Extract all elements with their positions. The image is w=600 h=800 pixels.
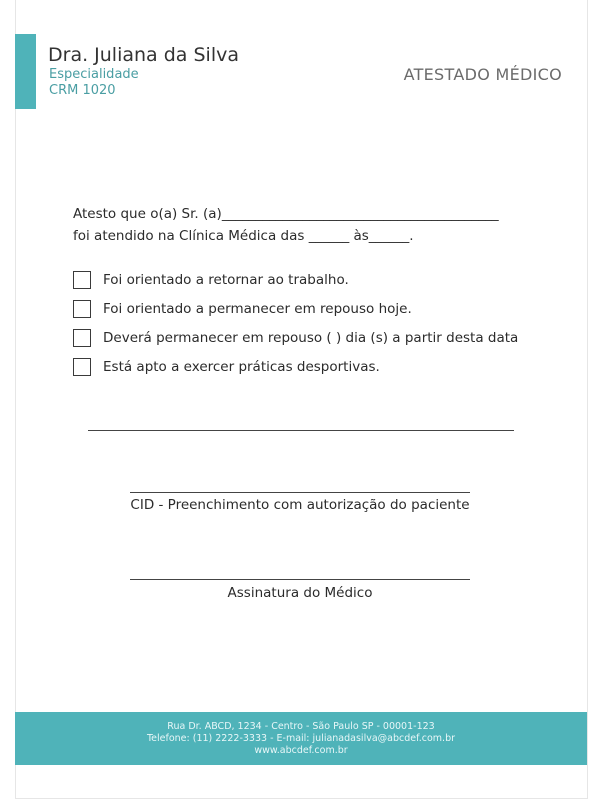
document-page: [15, 0, 588, 799]
cid-caption: CID - Preenchimento com autorização do paciente: [130, 497, 470, 513]
footer-address: Rua Dr. ABCD, 1234 - Centro - São Paulo SP - 00001-123: [167, 721, 435, 732]
doctor-signature-line: [130, 579, 470, 580]
option-label: Deverá permanecer em repouso ( ) dia (s) a partir desta data: [103, 330, 519, 346]
header-accent-bar: [15, 34, 36, 109]
doctor-crm: CRM 1020: [49, 83, 116, 98]
footer-website: www.abcdef.com.br: [254, 745, 348, 756]
checkbox-rest-days[interactable]: [73, 329, 91, 347]
option-rest-days: [73, 328, 518, 348]
option-label: Foi orientado a retornar ao trabalho.: [103, 272, 349, 288]
checkbox-rest-today[interactable]: [73, 300, 91, 318]
doctor-name: Dra. Juliana da Silva: [48, 44, 239, 66]
cid-signature-line: [130, 492, 470, 493]
footer-contact: Telefone: (11) 2222-3333 - E-mail: julianadasilva@abcdef.com.br: [146, 733, 456, 744]
doctor-specialty: Especialidade: [49, 67, 139, 82]
patient-name-line: Atesto que o(a) Sr. (a)_________________________________________: [73, 206, 499, 222]
observation-line: [88, 430, 514, 431]
option-fit-for-sports: [73, 357, 380, 377]
attendance-time-line: foi atendido na Clínica Médica das ______ às______.: [73, 228, 414, 244]
checkbox-fit-for-sports[interactable]: [73, 358, 91, 376]
option-return-to-work: [73, 270, 349, 290]
option-label: Está apto a exercer práticas desportivas.: [103, 359, 380, 375]
option-rest-today: [73, 299, 412, 319]
footer-band: [15, 712, 587, 765]
document-title: ATESTADO MÉDICO: [403, 65, 562, 84]
option-label: Foi orientado a permanecer em repouso hoje.: [103, 301, 412, 317]
doctor-signature-caption: Assinatura do Médico: [227, 585, 373, 601]
checkbox-return-to-work[interactable]: [73, 271, 91, 289]
